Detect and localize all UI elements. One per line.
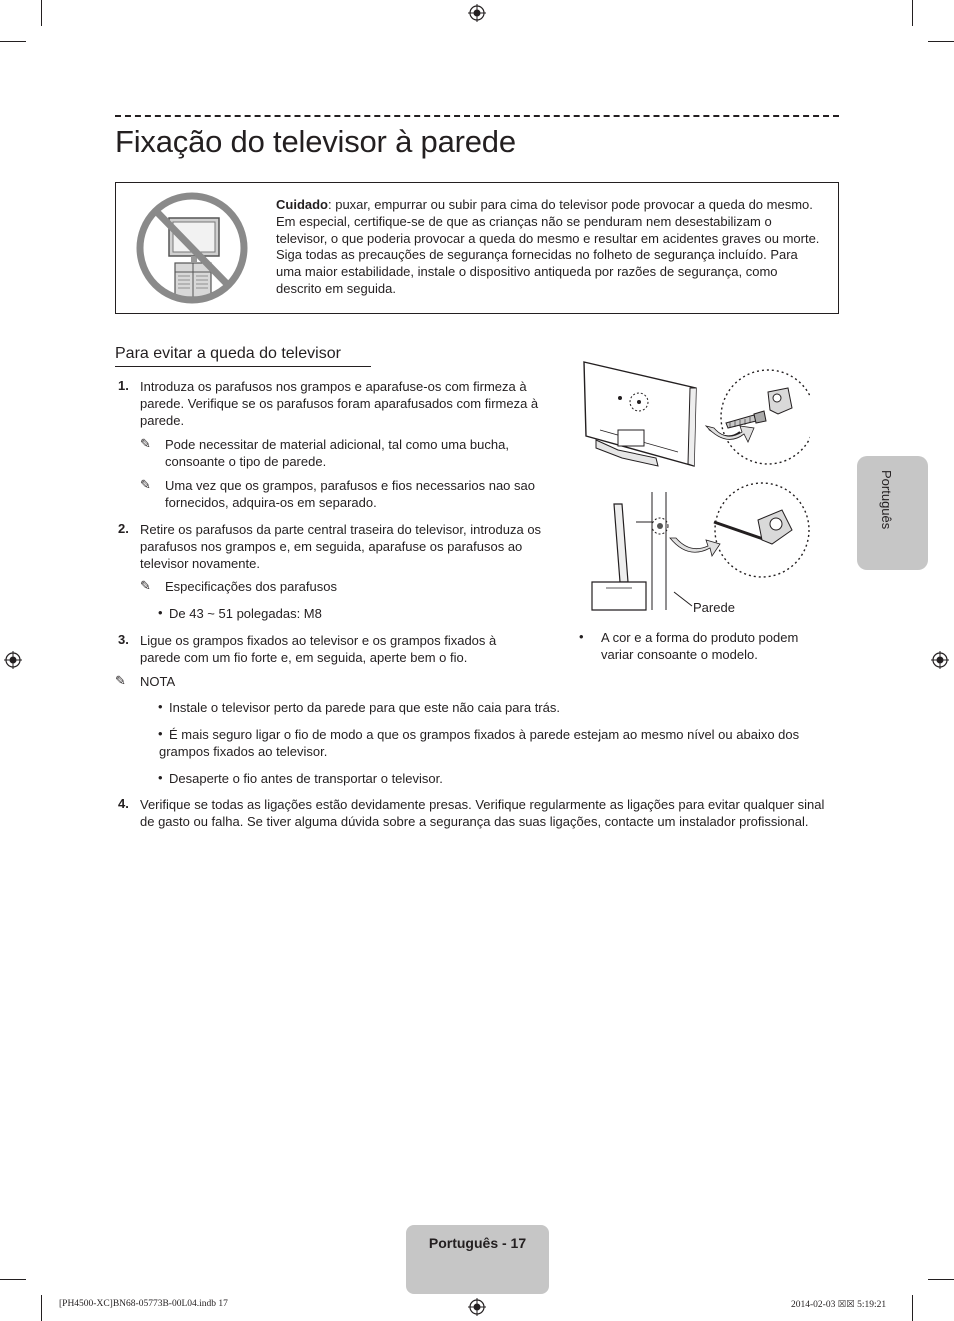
trim-mark	[912, 0, 913, 26]
trim-mark	[0, 41, 26, 42]
step-3-number: 3.	[118, 632, 129, 647]
trim-mark	[912, 1295, 913, 1321]
language-side-tab	[857, 456, 928, 570]
imprint-left: [PH4500-XC]BN68-05773B-00L04.indb 17	[59, 1299, 228, 1309]
step-1-number: 1.	[118, 378, 129, 393]
nota-bullet-3: Desaperte o fio antes de transportar o televisor.	[169, 771, 443, 786]
registration-mark-icon	[931, 651, 949, 669]
step-4-number: 4.	[118, 796, 129, 811]
bullet-icon: •	[579, 629, 584, 644]
note-icon: ✎	[140, 578, 151, 593]
section-title: Para evitar a queda do televisor	[115, 345, 341, 362]
bullet-icon: •	[158, 605, 163, 620]
registration-mark-icon	[468, 1298, 486, 1316]
no-climbing-warning-icon	[135, 192, 249, 304]
tv-wall-mount-illustration	[578, 358, 810, 472]
step-4-text: Verifique se todas as ligações estão devidamente presas. Verifique regularmente as ligações para evitar qualquer sinal de gasto ou falha. Se tiver alguma dúvida sobre a segurança das suas ligações, contacte um instalador profissional.	[140, 797, 825, 829]
nota-label: NOTA	[140, 674, 176, 689]
page-title: Fixação do televisor à parede	[115, 124, 516, 159]
note-icon: ✎	[140, 477, 151, 492]
step-1-note-1: Pode necessitar de material adicional, tal como uma bucha, consoante o tipo de parede.	[165, 437, 509, 469]
page-number-tab	[406, 1225, 549, 1294]
nota-bullet-2-text: É mais seguro ligar o fio de modo a que os grampos fixados à parede estejam ao mesmo nível ou abaixo dos grampos fixados ao televisor.	[159, 727, 800, 759]
page-number: Português - 17	[428, 1235, 527, 1251]
trim-mark	[41, 0, 42, 26]
step-1-text: Introduza os parafusos nos grampos e aparafuse-os com firmeza à parede. Verifique se os parafusos foram aparafusados com firmeza à parede.	[140, 379, 539, 428]
imprint-right: 2014-02-03 ☒☒ 5:19:21	[791, 1300, 887, 1310]
bullet-icon: •	[158, 770, 163, 785]
trim-mark	[41, 1295, 42, 1321]
trim-mark	[928, 1279, 954, 1280]
caution-box	[115, 182, 839, 314]
trim-mark	[0, 1279, 26, 1280]
step-2-text: Retire os parafusos da parte central traseira do televisor, introduza os parafusos nos grampos e, em seguida, aparafuse os parafusos ao televisor novamente.	[140, 522, 542, 571]
bullet-icon: •	[158, 699, 163, 714]
trim-mark	[928, 41, 954, 42]
step-3-text: Ligue os grampos fixados ao televisor e os grampos fixados à parede com um fio forte e, em seguida, aperte bem o fio.	[140, 633, 497, 665]
step-2-number: 2.	[118, 521, 129, 536]
nota-bullet-1: Instale o televisor perto da parede para que este não caia para trás.	[169, 700, 560, 715]
registration-mark-icon	[468, 4, 486, 22]
section-title-underline	[115, 366, 371, 367]
caution-text	[276, 197, 821, 298]
nota-bullet-2	[159, 726, 834, 760]
registration-mark-icon	[4, 651, 22, 669]
step-2-note-1: Especificações dos parafusos	[165, 579, 337, 594]
step-2-bullet-1: De 43 ~ 51 polegadas: M8	[169, 606, 322, 621]
language-side-tab-label: Português	[879, 470, 894, 530]
wall-label: Parede	[693, 600, 735, 615]
note-icon: ✎	[140, 436, 151, 451]
step-1-note-2: Uma vez que os grampos, parafusos e fios necessarios nao sao fornecidos, adquira-os em separado.	[165, 478, 535, 510]
note-icon: ✎	[115, 673, 126, 688]
title-dashed-rule	[115, 115, 839, 117]
caution-body: : puxar, empurrar ou subir para cima do televisor pode provocar a queda do mesmo. Em especial, certifique-se de que as crianças não se penduram nem desestabilizam o televisor, o que poderia provocar a queda do mesmo e resultar em acidentes graves ou morte. Siga todas as precauções de segurança fornecidas no folheto de segurança incluído. Para uma maior estabilidade, instale o dispositivo antiqueda por razões de segurança, como descrito em seguida.	[276, 197, 820, 296]
tv-side-wall-illustration	[588, 482, 816, 612]
bullet-icon: •	[158, 726, 163, 741]
caution-label: Cuidado	[276, 197, 328, 212]
figure-caption: A cor e a forma do produto podem variar consoante o modelo.	[601, 630, 799, 662]
